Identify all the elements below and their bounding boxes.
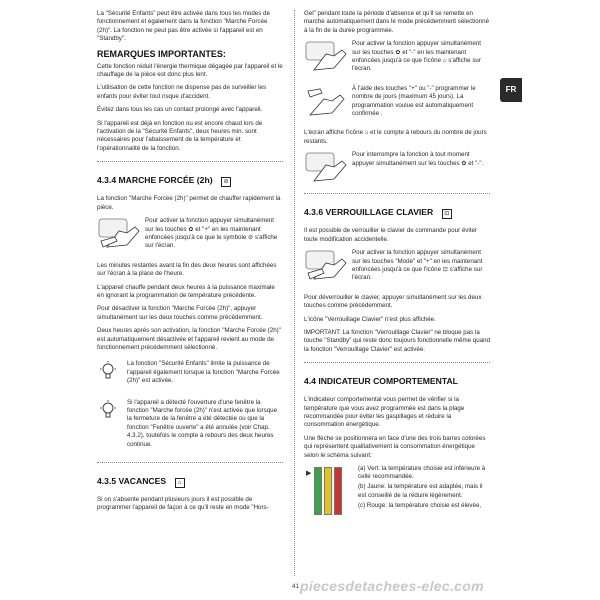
section-435-p1: Si on s'absente pendant plusieurs jours il est possible de programmer l'appareil de façon à ce qu'il reste en mode "Hors- [97,496,269,512]
note-2 [97,399,283,454]
vacation-step-3-text: Pour interrompre la fonction à tout moment appuyer simultanément sur les touches ✿ et "-". [352,151,484,167]
section-436-p1: Pour déverrouiller le clavier, appuyer simultanément sur les deux touches comme précédemment. [304,293,482,310]
vacation-step-2 [304,85,490,124]
section-434-step-text: Pour activer la fonction appuyer simultanément sur les touches ✿ et "+" en les maintenant enfoncées jusqu'à ce que le symbole ⊘ s'affiche sur l'écran. [145,217,278,250]
legend-item: (b) Jaune: la température est adaptée, mais il est conseillé de la réduire légèrement. [358,483,483,499]
remark-4: Si l'appareil est déjà en fonction ou est encore chaud lors de l'activation de la "Sécurité Enfants", deux heures min. sont nécessaires pour l'abaissement de la température et l'opérationnalité de la fonction. [97,119,263,152]
page-number: 41 [292,583,300,590]
section-435-title: 4.3.5 VACANCES [97,476,167,487]
section-436-heading [304,193,490,220]
remarks-title: REMARQUES IMPORTANTES: [97,48,226,59]
hand-press-icon [97,217,141,251]
lightbulb-icon [97,399,119,421]
green-bar [314,467,322,515]
vacation-continued: Gel" pendant toute la période d'absence et qu'il se remette en marche automatiquement dans le mode précédemment sélectionné à la fin de la durée programmée. [304,10,490,34]
section-436-step [304,249,490,288]
section-436-intro: Il est possible de verrouiller le clavier de commande pour éviter toute modification accidentelle. [304,227,477,243]
remark-2: L'utilisation de cette fonction ne dispense pas de surveiller les enfants pour éviter tout risque d'accident. [97,84,267,100]
hand-press-icon [304,85,348,119]
vacation-step-1-text: Pour activer la fonction appuyer simultanément sur les touches ✿ et "-" en les maintenant enfoncées jusqu'à ce que l'icône ⌂ s'affiche sur l'écran. [352,40,481,73]
lightbulb-icon [97,360,119,382]
hand-press-icon [304,151,348,185]
red-bar [334,467,342,515]
vacation-step-1 [304,40,490,79]
section-44-p1: L'indicateur comportemental vous permet de vérifier si la température que vous avez programmée est dans la plage recommandée pour éviter les gaspillages et réduire la consommation énergétique. [304,396,465,429]
vacation-icon: ⌂ [175,478,185,488]
note-2-text: Si l'appareil a détecté l'ouverture d'une fenêtre la fonction "Marche forcée (2h)" n'est activée que lorsque la fermeture de la fenêtre a été détectée ou que la fonction "Fenêtre ouverte" a été annulée (voir Chap. 4.3.2), toutefois le compte à rebours des deux heures continue. [127,398,278,448]
remark-1: Cette fonction réduit l'énergie thermique dégagée par l'appareil et le chauffage de la pièce est donc plus lent. [97,62,283,79]
section-434-p2: L'appareil chauffe pendant deux heures à la puissance maximale en ignorant la programmation de température précédente. [97,283,275,299]
right-column [304,10,490,515]
yellow-bar [324,467,332,515]
section-44-p2: Une flèche se positionnera en face d'une des trois barres colorées qui représentent qualitativement la consommation énergétique selon le schéma suivant: [304,434,486,459]
watermark: piecesdetachees-elec.com [300,578,484,594]
column-divider [294,10,295,576]
section-44-heading [304,362,490,389]
section-434-p1: Les minutes restantes avant la fin des deux heures sont affichées sur l'écran à la place de l'heure. [97,261,277,278]
section-436-step-text: Pour activer la fonction appuyer simultanément sur les touches "Mode" et "+" en les maintenant enfoncées jusqu'à ce que l'icône ⊡ s'affiche sur l'écran. [352,249,483,282]
vacation-step-2-text: À l'aide des touches "+" ou "-" programmer le nombre de jours (maximum 45 jours). La programmation voulue est automatiquement confirmée . [352,84,476,118]
section-436-important: IMPORTANT: La fonction "Verrouillage Clavier" ne bloque pas la touche "Standby" qui reste donc toujours fonctionnelle même quand la fonction "Verrouillage Clavier" est activée. [304,328,491,353]
section-434-step [97,217,283,256]
section-44-title: 4.4 INDICATEUR COMPORTEMENTAL [304,376,458,387]
section-434-p3: Pour désactiver la fonction "Marche Forcée (2h)", appuyer simultanément sur les deux touches comme précédemment. [97,305,263,321]
remark-3: Évitez dans tous les cas un contact prolongé avec l'appareil. [97,106,263,114]
left-column [97,10,283,518]
section-434-title: 4.3.4 MARCHE FORCÉE (2h) [97,175,213,186]
section-436-p2: L'icône "Verrouillage Clavier" n'est plus affichée. [304,315,436,323]
legend-item: (c) Rouge: la température choisie est élevée, [358,501,482,509]
indicator-bars [304,465,350,515]
section-435-heading [97,462,283,489]
vacation-step-3 [304,151,490,185]
indicator-legend [358,465,490,512]
behaviour-indicator [304,465,490,515]
language-tab: FR [500,78,522,102]
vacation-step-2b: L'écran affiche l'icône ⌂ et le compte à rebours du nombre de jours restants. [304,129,487,145]
section-436-title: 4.3.6 VERROUILLAGE CLAVIER [304,207,434,218]
lock-icon: ⊡ [442,209,452,219]
hand-press-icon [304,249,348,283]
child-safety-intro: La "Sécurité Enfants" peut être activée dans tous les modes de fonctionnement et également dans la fonction "Marche Forcée (2h)". La fonction ne peut pas être activée si l'appareil est en "Standby". [97,10,270,43]
section-434-intro: La fonction "Marche Forcée (2h)" permet de chauffer rapidement la pièce. [97,195,281,211]
boost-icon: ⊘ [221,177,231,187]
section-434-p4: Deux heures après son activation, la fonction "Marche Forcée (2h)" est automatiquement désactivée et l'appareil revient au mode de fonctionnement précédemment sélectionné. [97,327,281,351]
hand-press-icon [304,40,348,74]
note-1-text: La fonction "Sécurité Enfants" limite la puissance de l'appareil également lorsque la fonction "Marche Forcée (2h)" est activée. [127,360,280,385]
legend-item: (a) Vert: la température choisie est inférieure à celle recommandée. [358,465,486,481]
indicator-arrow-icon: ▶ [306,470,312,477]
section-434-heading [97,161,283,188]
note-1 [97,360,283,390]
